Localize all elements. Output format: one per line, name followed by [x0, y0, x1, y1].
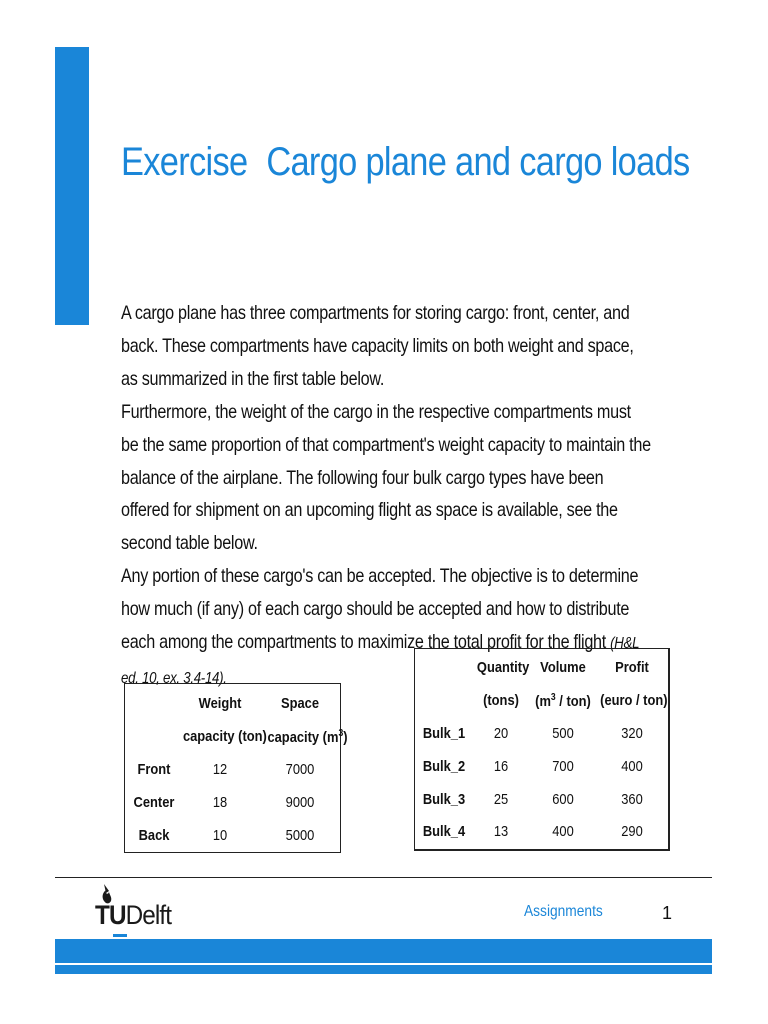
cargo-table [414, 648, 670, 851]
header-space-unit: capacity $(m^3)$ [267, 728, 348, 746]
footer-section: Assignments [524, 903, 603, 920]
bulk-4-quantity: 13 [493, 823, 509, 840]
bulk-2-quantity: 16 [493, 758, 509, 775]
center-weight: 18 [212, 794, 228, 811]
center-space: 9000 [285, 794, 315, 811]
paragraph-3-text: Any portion of these cargo's can be accepted. The objective is to determine how much (if any) of each cargo should be accepted and how to distribute each among the compartments to maximize the total profit for the flight [121, 565, 639, 654]
footer-divider [55, 877, 712, 878]
reference: (H&L ed. 10, ex. 3.4-14). [121, 635, 640, 687]
row-label-bulk-3: Bulk_3 [422, 791, 466, 808]
accent-bar [55, 47, 89, 325]
page-number: 1 [662, 903, 673, 923]
paragraph-2: Furthermore, the weight of the cargo in the respective compartments must be the same proportion of that compartment's weight capacity to maintain the balance of the airplane. The following four bulk cargo types have been offered for shipment on an upcoming flight as space is available, see the second table below. [121, 400, 651, 555]
footer-band-thin [55, 965, 712, 974]
row-label-bulk-4: Bulk_4 [422, 823, 466, 840]
title-rest: Cargo plane and cargo loads [266, 140, 690, 184]
bulk-4-profit: 290 [621, 823, 643, 840]
capacity-table [124, 683, 348, 853]
body-text [121, 297, 652, 696]
footer-band [55, 939, 712, 963]
row-label-bulk-2: Bulk_2 [422, 758, 466, 775]
header-quantity: Quantity [476, 659, 530, 676]
back-weight: 10 [212, 827, 228, 844]
header-profit-unit: (euro / ton) [600, 692, 668, 709]
bulk-1-volume: 500 [552, 725, 574, 742]
logo-accent-u [113, 934, 127, 937]
header-weight: Weight [198, 695, 242, 712]
back-space: 5000 [285, 827, 315, 844]
front-weight: 12 [212, 761, 228, 778]
paragraph-1: A cargo plane has three compartments for storing cargo: front, center, and back. These compartments have capacity limits on both weight and space, as summarized in the first table below. [121, 302, 634, 390]
row-label-back: Back [138, 827, 170, 844]
header-weight-unit: capacity (ton) [182, 728, 267, 745]
title-word: Exercise [121, 140, 248, 184]
bulk-2-profit: 400 [621, 758, 643, 775]
row-label-bulk-1: Bulk_1 [422, 725, 466, 742]
header-profit: Profit [615, 659, 649, 676]
slide-title [121, 140, 690, 185]
row-label-front: Front [137, 761, 171, 778]
header-volume: Volume [540, 659, 586, 676]
bulk-1-profit: 320 [621, 725, 643, 742]
logo-tu: TU [95, 900, 126, 930]
bulk-4-volume: 400 [552, 823, 574, 840]
bulk-3-quantity: 25 [493, 791, 509, 808]
bulk-3-profit: 360 [621, 791, 643, 808]
header-volume-unit: $(m^3 / ton)$ [535, 692, 591, 710]
bulk-2-volume: 700 [552, 758, 574, 775]
header-space: Space [280, 695, 320, 712]
row-label-center: Center [133, 794, 175, 811]
tudelft-logo [95, 880, 185, 940]
bulk-3-volume: 600 [552, 791, 574, 808]
front-space: 7000 [285, 761, 315, 778]
bulk-1-quantity: 20 [493, 725, 509, 742]
logo-delft: Delft [125, 900, 172, 930]
header-quantity-unit: (tons) [483, 692, 519, 709]
